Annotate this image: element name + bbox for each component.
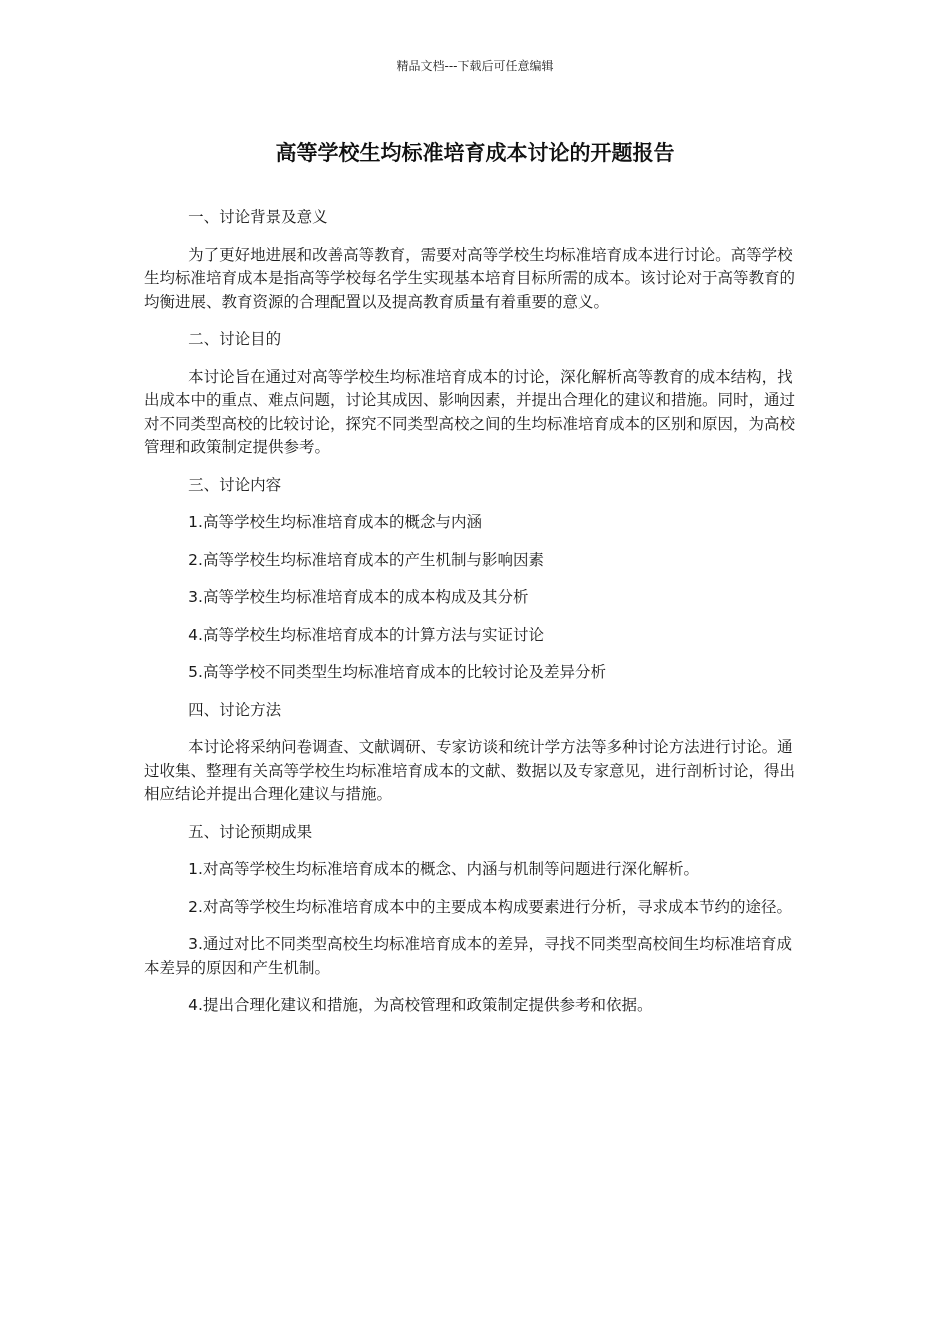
results-list-item: 2.对高等学校生均标准培育成本中的主要成本构成要素进行分析，寻求成本节约的途径。: [188, 897, 792, 916]
content-list-item: 4.高等学校生均标准培育成本的计算方法与实证讨论: [188, 625, 544, 644]
section-heading-method: 四、讨论方法: [188, 700, 282, 719]
section-heading-results: 五、讨论预期成果: [188, 822, 313, 841]
content-list-item: 5.高等学校不同类型生均标准培育成本的比较讨论及差异分析: [188, 663, 606, 681]
results-list-item: 1.对高等学校生均标准培育成本的概念、内涵与机制等问题进行深化解析。: [188, 860, 699, 878]
section-text-method: 本讨论将采纳问卷调查、文献调研、专家访谈和统计学方法等多种讨论方法进行讨论。通过收集、整理有关高等学校生均标准培育成本的文献、数据以及专家意见，进行剖析讨论，得出相应结论并提出合理化建议与措施。: [144, 738, 796, 803]
document-title: 高等学校生均标准培育成本讨论的开题报告: [275, 141, 675, 165]
section-text-purpose: 本讨论旨在通过对高等学校生均标准培育成本的讨论，深化解析高等教育的成本结构，找出成本中的重点、难点问题，讨论其成因、影响因素，并提出合理化的建议和措施。同时，通过对不同类型高校的比较讨论，探究不同类型高校之间的生均标准培育成本的区别和原因，为高校管理和政策制定提供参考。: [144, 367, 796, 456]
section-heading-content: 三、讨论内容: [188, 475, 282, 494]
content-list-item: 3.高等学校生均标准培育成本的成本构成及其分析: [188, 588, 529, 606]
content-list-item: 2.高等学校生均标准培育成本的产生机制与影响因素: [188, 550, 544, 569]
results-list-item: 3.通过对比不同类型高校生均标准培育成本的差异，寻找不同类型高校间生均标准培育成本差异的原因和产生机制。: [144, 935, 792, 977]
results-list-item: 4.提出合理化建议和措施，为高校管理和政策制定提供参考和依据。: [188, 996, 653, 1014]
section-heading-background: 一、讨论背景及意义: [188, 208, 328, 226]
document-body: [144, 206, 806, 1032]
section-text-background: 为了更好地进展和改善高等教育，需要对高等学校生均标准培育成本进行讨论。高等学校生均标准培育成本是指高等学校每名学生实现基本培育目标所需的成本。该讨论对于高等教育的均衡进展、教育资源的合理配置以及提高教育质量有着重要的意义。: [144, 245, 796, 311]
content-list-item: 1.高等学校生均标准培育成本的概念与内涵: [188, 513, 482, 531]
section-heading-purpose: 二、讨论目的: [188, 330, 282, 348]
header-note: 精品文档---下载后可任意编辑: [396, 59, 554, 73]
